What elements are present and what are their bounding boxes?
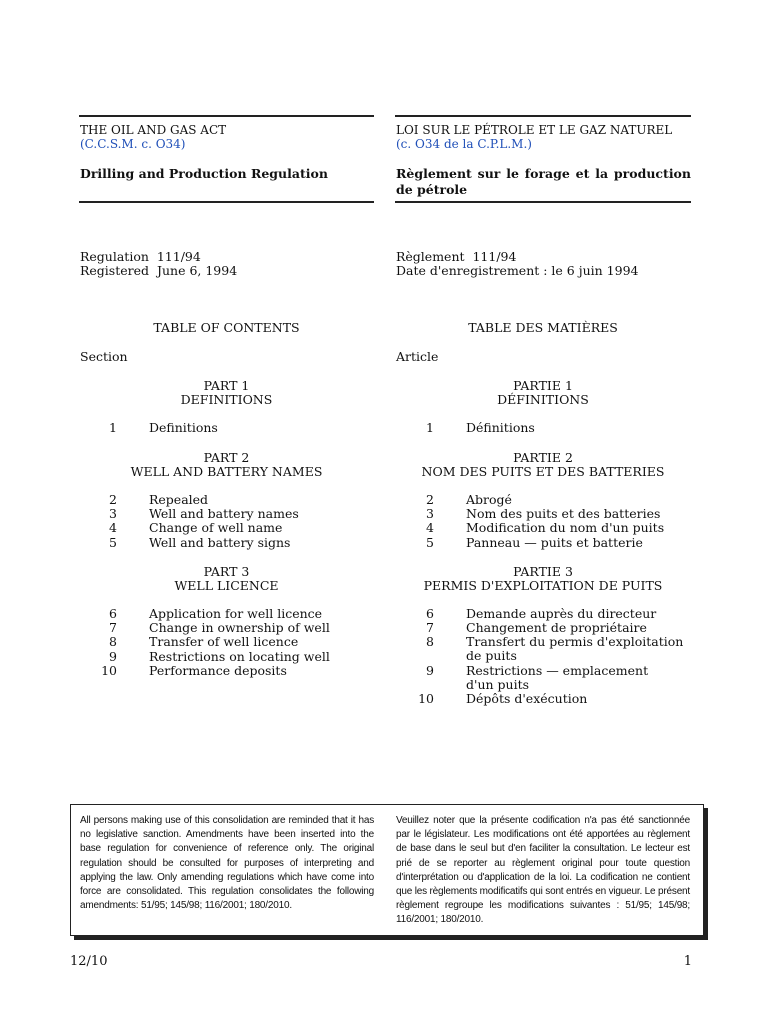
toc-item-label: Change of well name — [149, 520, 283, 535]
registered-date-fr: Date d'enregistrement : le 6 juin 1994 — [396, 263, 639, 278]
toc-item-label: Changement de propriétaire — [466, 620, 647, 635]
part-2-title-en: WELL AND BATTERY NAMES — [130, 464, 323, 479]
section-label-en: Section — [80, 349, 128, 364]
act-title-fr: LOI SUR LE PÉTROLE ET LE GAZ NATUREL — [396, 123, 673, 137]
toc-item-number: 3 — [426, 506, 434, 521]
registered-date-en: Registered June 6, 1994 — [80, 263, 238, 278]
act-citation-en[interactable]: (C.C.S.M. c. O34) — [80, 137, 186, 151]
part-3-label-fr: PARTIE 3 — [513, 564, 573, 579]
part-2-label-fr: PARTIE 2 — [513, 450, 573, 465]
regulation-title-en: Drilling and Production Regulation — [80, 166, 328, 181]
toc-item-number: 3 — [109, 506, 117, 521]
part-3-label-en: PART 3 — [203, 564, 250, 579]
header-rule-fr — [395, 201, 691, 203]
toc-item-label: Change in ownership of well — [149, 620, 330, 635]
toc-item-number: 7 — [109, 620, 117, 635]
footer-date: 12/10 — [70, 954, 108, 969]
toc-item-label: Restrictions — emplacement d'un puits — [466, 663, 649, 692]
toc-item-label: Restrictions on locating well — [149, 649, 330, 664]
toc-item-number: 4 — [426, 520, 434, 535]
act-citation-fr[interactable]: (c. O34 de la C.P.L.M.) — [396, 137, 532, 151]
toc-item-number: 8 — [109, 634, 117, 649]
toc-item-number: 10 — [418, 691, 434, 706]
toc-item-number: 9 — [426, 663, 434, 678]
part-3-title-en: WELL LICENCE — [174, 578, 279, 593]
toc-item-number: 4 — [109, 520, 117, 535]
toc-item-number: 10 — [101, 663, 117, 678]
toc-item-number: 8 — [426, 634, 434, 649]
toc-item-label: Définitions — [466, 420, 535, 435]
regulation-number-fr: Règlement 111/94 — [396, 249, 517, 264]
toc-item-label: Transfer of well licence — [149, 634, 299, 649]
consolidation-notice-box — [70, 804, 704, 936]
act-title-en: THE OIL AND GAS ACT — [80, 123, 227, 137]
toc-item-label: Transfert du permis d'exploitation de puits — [466, 634, 684, 663]
toc-item-number: 6 — [426, 606, 434, 621]
top-rule-fr — [395, 115, 691, 117]
toc-item-label: Demande auprès du directeur — [466, 606, 657, 621]
consolidation-notice-en: All persons making use of this consolidation are reminded that it has no legislative sanction. Amendments have been inserted into the base regulation for convenience of reference only. The original regulation should be consulted for purposes of interpreting and applying the law. Only amending regulations which have come into force are consolidated. This regulation consolidates the following amendments: 51/95; 145/98; 116/2001; 180/2010. — [80, 815, 374, 912]
toc-item-label: Abrogé — [466, 492, 512, 507]
toc-item-number: 5 — [426, 535, 434, 550]
toc-item-label: Well and battery signs — [149, 535, 291, 550]
toc-heading-fr: TABLE DES MATIÈRES — [468, 320, 618, 335]
page-number: 1 — [683, 954, 692, 969]
toc-item-number: 1 — [426, 420, 434, 435]
toc-item-label: Modification du nom d'un puits — [466, 520, 665, 535]
toc-item-number: 2 — [109, 492, 117, 507]
section-label-fr: Article — [396, 349, 439, 364]
part-1-label-en: PART 1 — [203, 378, 250, 393]
part-1-title-en: DEFINITIONS — [180, 392, 273, 407]
toc-item-label: Application for well licence — [149, 606, 323, 621]
toc-item-label: Repealed — [149, 492, 209, 507]
part-1-label-fr: PARTIE 1 — [513, 378, 573, 393]
toc-item-label: Dépôts d'exécution — [466, 691, 588, 706]
toc-item-number: 6 — [109, 606, 117, 621]
consolidation-notice-fr: Veuillez noter que la présente codification n'a pas été sanctionnée par le législateur. Les modifications ont été apportées au règlement de base dans le seul but d'en faciliter la consultation. Le lecteur est prié de se reporter au règlement original pour toute question d'interprétation ou d'application de la loi. La codification ne contient que les règlements modificatifs qui sont entrés en vigueur. Le présent règlement regroupe les modifications suivantes : 51/95; 145/98; 116/2001; 180/2010. — [396, 815, 690, 926]
toc-item-label: Well and battery names — [149, 506, 299, 521]
part-2-label-en: PART 2 — [203, 450, 250, 465]
toc-item-number: 9 — [109, 649, 117, 664]
toc-item-number: 1 — [109, 420, 117, 435]
toc-item-label: Definitions — [149, 420, 218, 435]
part-1-title-fr: DÉFINITIONS — [497, 392, 589, 407]
header-rule-en — [79, 201, 374, 203]
regulation-number-en: Regulation 111/94 — [80, 249, 201, 264]
top-rule-en — [79, 115, 374, 117]
toc-item-label: Nom des puits et des batteries — [466, 506, 661, 521]
toc-item-label: Panneau — puits et batterie — [466, 535, 643, 550]
toc-item-number: 7 — [426, 620, 434, 635]
regulation-title-fr: Règlement sur le forage et la production de pétrole — [396, 166, 691, 197]
toc-item-number: 2 — [426, 492, 434, 507]
part-3-title-fr: PERMIS D'EXPLOITATION DE PUITS — [423, 578, 663, 593]
part-2-title-fr: NOM DES PUITS ET DES BATTERIES — [421, 464, 665, 479]
toc-heading-en: TABLE OF CONTENTS — [153, 320, 300, 335]
toc-item-label: Performance deposits — [149, 663, 287, 678]
toc-item-number: 5 — [109, 535, 117, 550]
